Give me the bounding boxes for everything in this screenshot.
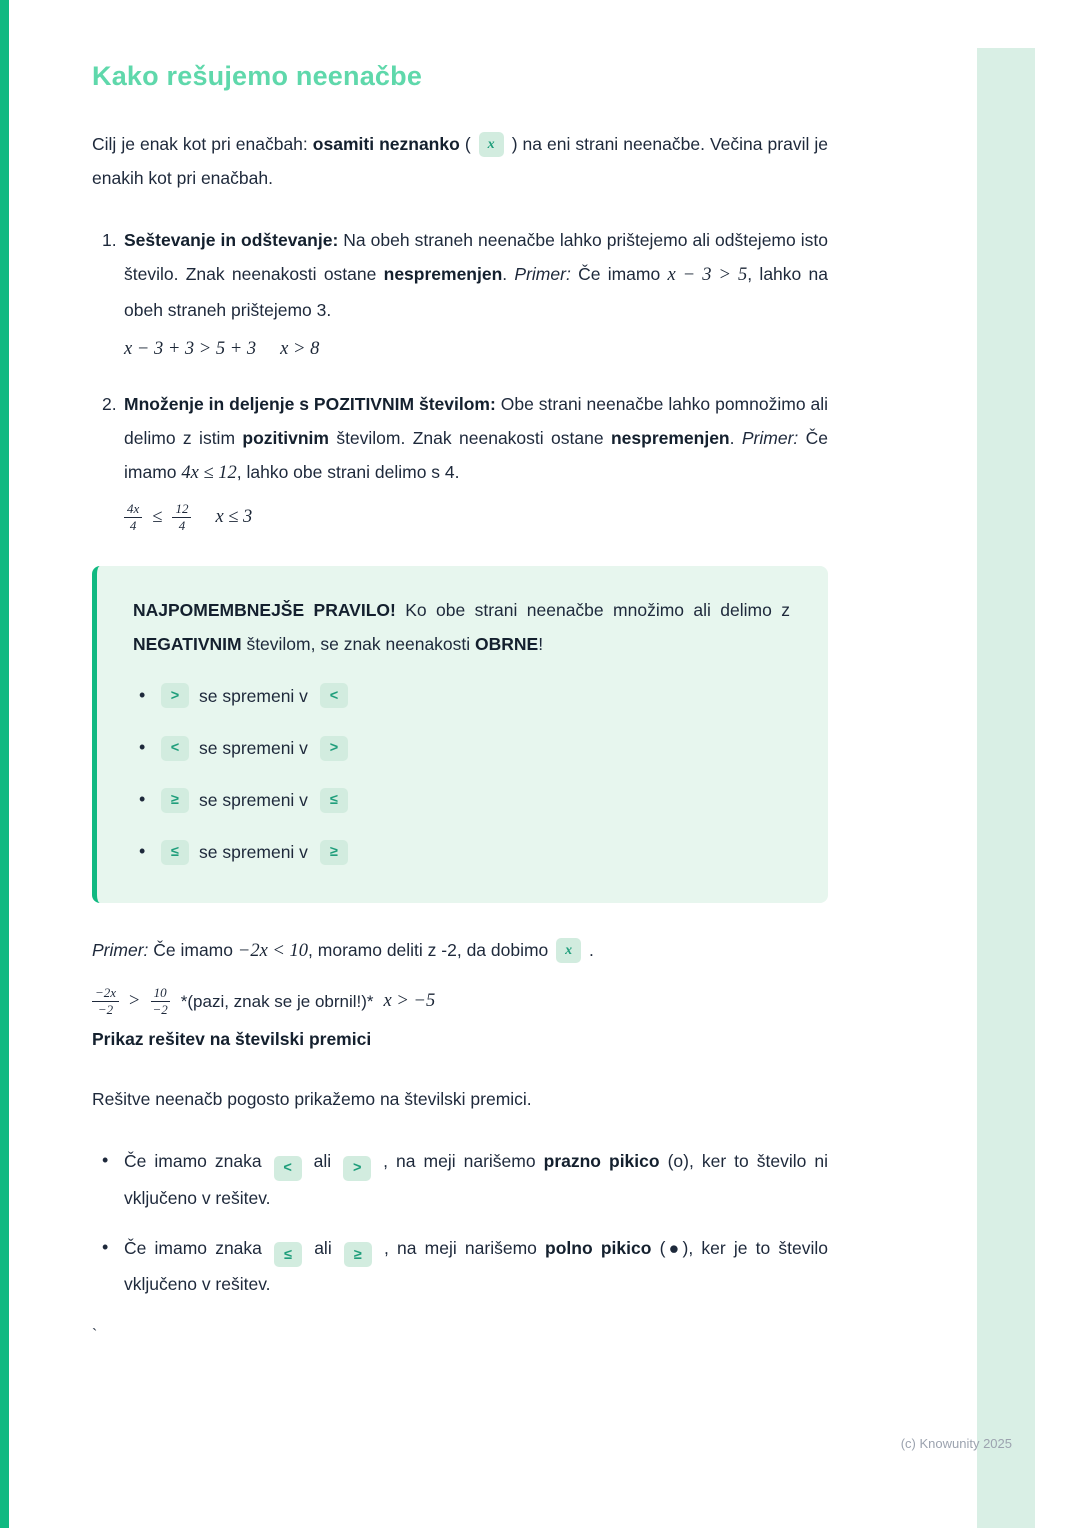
fraction: [124, 501, 142, 533]
primer-label: Primer:: [92, 940, 149, 961]
text-segment: (●), ker je to število vključeno v rešitev.: [124, 1237, 828, 1295]
text-segment: Če imamo znaka: [124, 1150, 270, 1171]
page-title: Kako rešujemo neenačbe: [92, 61, 423, 91]
section-paragraph: Rešitve neenačb pogosto prikažemo na številski premici.: [92, 1088, 532, 1109]
bold-segment: Množenje in deljenje s POZITIVNIM številom:: [124, 394, 496, 415]
sign-badge: ≤: [274, 1242, 302, 1267]
numbered-list: [92, 223, 828, 534]
bullet-item-filled-dot: [92, 1231, 828, 1302]
text-segment: Če imamo: [124, 428, 829, 483]
text-segment: Obe strani neenačbe lahko pomnožimo ali delimo z istim: [124, 394, 828, 449]
fraction-numerator: 4x: [124, 501, 142, 518]
sign-badge-from: • <: [161, 736, 189, 761]
sign-badge-from: • ≤: [161, 840, 189, 865]
sign-badge-to: >: [320, 736, 348, 761]
inline-math: −2x < 10: [237, 941, 309, 962]
text-segment: Če imamo: [570, 264, 668, 285]
text-segment: , na meji narišemo: [375, 1237, 546, 1258]
inline-math: x − 3 > 5: [667, 265, 748, 286]
rule-text: se spremeni v: [199, 685, 308, 706]
bold-segment: pozitivnim: [242, 428, 329, 449]
bold-segment: nespremenjen: [383, 264, 503, 285]
text-segment: ali: [305, 1150, 340, 1171]
callout-text: [133, 593, 790, 661]
right-accent-strip: [977, 48, 1035, 1528]
text-segment: Ko obe strani neenačbe množimo ali delimo z: [395, 599, 790, 620]
math-expression: x > −5: [383, 990, 436, 1011]
rule-item: [133, 731, 790, 765]
math-line-1: [124, 337, 828, 363]
footer-credit: (c) Knowunity 2025: [900, 1435, 1012, 1451]
rule-item: [133, 783, 790, 817]
fraction: [172, 501, 191, 533]
text-segment: , lahko na obeh straneh prištejemo 3.: [124, 264, 828, 321]
text-segment: Na obeh straneh neenačbe lahko prištejemo ali odštejemo isto število. Znak neenakosti ostane: [124, 229, 828, 285]
operator: >: [129, 990, 140, 1011]
sign-badge: <: [274, 1156, 302, 1181]
text-segment: .: [729, 428, 742, 449]
bold-segment: Seštevanje in odštevanje:: [124, 229, 339, 250]
sign-badge: >: [343, 1156, 371, 1181]
text-segment: Cilj je enak kot pri enačbah:: [92, 133, 313, 154]
bullet-list: [92, 1144, 828, 1302]
fraction-denominator: 4: [178, 518, 186, 533]
bold-segment: NEGATIVNIM: [133, 633, 242, 654]
rule-item: [133, 679, 790, 713]
stray-backtick: `: [92, 1326, 98, 1344]
operator: ≤: [152, 506, 163, 527]
rule-item: [133, 835, 790, 869]
sign-badge-to: ≤: [320, 788, 348, 813]
text-segment: Če imamo: [148, 940, 238, 961]
fraction-denominator: 4: [129, 518, 137, 533]
text-segment: , lahko obe strani delimo s 4.: [236, 462, 460, 483]
text-segment: , moramo deliti z -2, da dobimo: [308, 940, 554, 961]
fraction-numerator: 10: [151, 985, 170, 1002]
left-accent-bar: [0, 0, 9, 1528]
bold-segment: nespremenjen: [610, 428, 730, 449]
text-segment: !: [538, 633, 544, 654]
text-segment: Če imamo znaka: [124, 1237, 271, 1258]
math-expression: x > 8: [280, 339, 320, 360]
math-line-2: [124, 501, 828, 533]
text-segment: .: [584, 940, 594, 961]
fraction-numerator: 12: [172, 501, 191, 518]
bold-segment: osamiti neznanko: [312, 133, 460, 154]
bullet-item-open-dot: [92, 1144, 828, 1215]
math-expression: x ≤ 3: [215, 506, 253, 527]
x-variable-badge: x: [479, 132, 504, 157]
document-content: [92, 0, 828, 1351]
fraction-denominator: −2: [97, 1002, 114, 1017]
text-segment: številom. Znak neenakosti ostane: [328, 428, 611, 449]
fraction-denominator: −2: [152, 1002, 168, 1017]
bold-segment: NAJPOMEMBNEJŠE PRAVILO!: [133, 599, 396, 620]
fraction: [149, 985, 170, 1017]
primer-paragraph: [92, 933, 828, 969]
sign-badge: ≥: [344, 1242, 372, 1267]
text-segment: , na meji narišemo: [375, 1150, 544, 1171]
text-segment: številom, se znak neenakosti: [241, 633, 476, 654]
primer-label: Primer:: [741, 428, 799, 449]
rule-text: se spremeni v: [199, 790, 308, 811]
bold-segment: prazno pikico: [543, 1150, 660, 1171]
sign-badge-to: <: [320, 683, 348, 708]
rule-text: se spremeni v: [199, 842, 308, 863]
list-number: 2.: [102, 394, 117, 415]
list-item-addition: [92, 223, 828, 327]
sign-badge-from: • >: [161, 683, 189, 708]
text-segment: ) na eni strani neenačbe. Večina pravil je enakih kot pri enačbah.: [92, 133, 828, 188]
section-heading: Prikaz rešitev na številski premici: [92, 1028, 372, 1049]
rule-text: se spremeni v: [199, 737, 308, 758]
important-rule-callout: [92, 566, 828, 904]
sign-badge-from: • ≥: [161, 788, 189, 813]
math-expression: x − 3 + 3 > 5 + 3: [124, 339, 257, 360]
list-item-multiplication: [92, 387, 828, 491]
math-line-3: [92, 985, 828, 1017]
text-segment: (: [459, 133, 476, 154]
list-number: 1.: [102, 229, 117, 250]
inline-math: 4x ≤ 12: [181, 463, 237, 484]
sign-badge-to: ≥: [320, 840, 348, 865]
intro-paragraph: [92, 127, 828, 195]
x-variable-badge: x: [556, 938, 581, 963]
text-segment: ali: [306, 1237, 340, 1258]
fraction: [92, 985, 119, 1017]
primer-label: Primer:: [514, 264, 571, 285]
fraction-numerator: −2x: [92, 985, 119, 1002]
bold-segment: OBRNE: [475, 633, 539, 654]
text-segment: (o), ker to število ni vključeno v rešitev.: [124, 1150, 829, 1208]
math-note: *(pazi, znak se je obrnil!)*: [180, 991, 374, 1011]
text-segment: .: [502, 264, 515, 285]
bold-segment: polno pikico: [545, 1237, 652, 1258]
